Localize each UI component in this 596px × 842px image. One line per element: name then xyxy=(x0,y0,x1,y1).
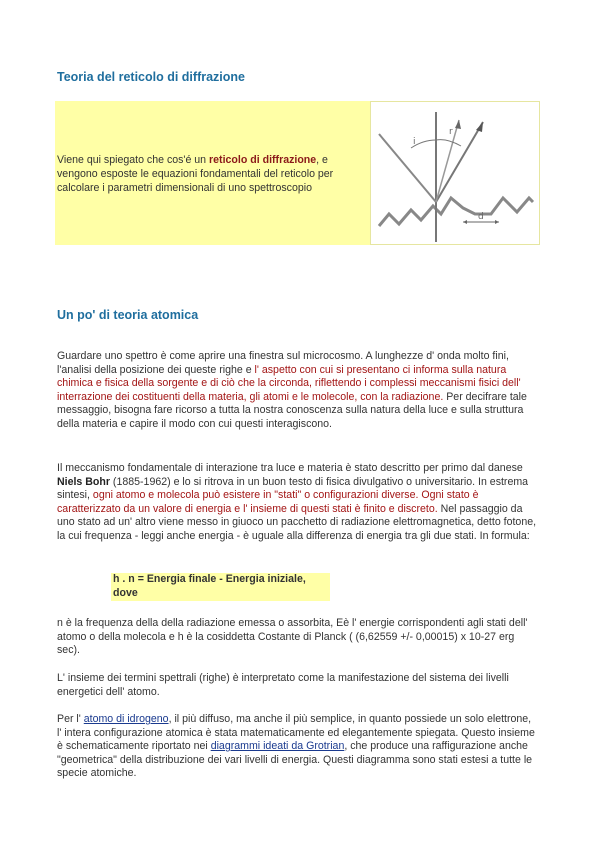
paragraph-spectrum: Guardare uno spettro è come aprire una finestra sul microcosmo. A lunghezze d' onda molto fini, l'analisi della posizione dei queste righe e l' aspetto con cui si presentano ci informa sulla natura chimica e fisica della sorgente e di ciò che la circonda, riflettendo i complessi meccanismi fisici dell' interrazione dei costituenti della materia, gli atomi e le molecole, con la radiazione. Per decifrare tale messaggio, bisogna fare ricorso a tutta la nostra conoscenza sulla natura della luce e sulla struttura della materia e capire il modo con cui questi interagiscono. xyxy=(57,350,527,430)
paragraph-frequency: n è la frequenza della della radiazione emessa o assorbita, Eè l' energie corrispondenti agli stati dell' atomo o della molecola e h è la cosiddetta Costante di Planck ( (6,62559 +/- 0,00015) x 10-27 erg sec). xyxy=(57,617,528,656)
diffracted-ray xyxy=(436,122,483,202)
grating-diagram xyxy=(370,101,540,245)
formula-box: h . n = Energia finale - Energia iniziale, dove xyxy=(111,573,330,601)
bohr-name: Niels Bohr xyxy=(57,475,110,488)
grating-profile xyxy=(379,198,533,226)
link-grotrian-diagrams[interactable]: diagrammi ideati da Grotrian xyxy=(210,740,345,752)
angle-arc-r xyxy=(436,140,461,146)
grating-term: reticolo di diffrazione xyxy=(209,154,317,166)
paragraph-hydrogen: Per l' atomo di idrogeno, il più diffuso, ma anche il più semplice, in quanto possiede un solo elettrone, l' intera configurazione atomica è stata matematicamente ed elegantemente spiegata. Questo insieme è schematicamente riportato nei diagrammi ideati da Grotrian, che produce una raffigurazione anche "geometrica" della distribuzione dei vari livelli di energia. Questi diagramma sono stati estesi a tutte le specie atomiche. xyxy=(57,713,535,779)
section-title-atomic: Un po' di teoria atomica xyxy=(57,308,199,322)
link-hydrogen-atom[interactable]: atomo di idrogeno xyxy=(83,713,169,725)
label-i: i xyxy=(413,137,416,147)
pitch-arrow-left xyxy=(463,220,467,224)
paragraph-bohr: Il meccanismo fondamentale di interazione tra luce e materia è stato descritto per primo dal danese Niels Bohr (1885-1962) e lo si ritrova in un buon testo di fisica divulgativo o universitario. In estrema sintesi, ogni atomo e molecola può esistere in "stati" o configurazioni diverse. Ogni stato è caratterizzato da un valore di energia e l' insieme di questi stati è finito e discreto. Nel passaggio da uno stato ad un' altro viene messo in giuoco un pacchetto di radiazione elettromagnetica, detto fotone, la cui frequenza - leggi anche energia - è uguale alla differenza di energia tra gli due stati. In formula: xyxy=(57,462,537,542)
pitch-arrow-right xyxy=(495,220,499,224)
reflected-ray xyxy=(436,120,459,202)
intro-highlight-box xyxy=(55,101,370,245)
section-title-grating: Teoria del reticolo di diffrazione xyxy=(57,70,245,84)
label-r: r xyxy=(449,127,453,137)
intro-text: Viene qui spiegato che cos'é un reticolo di diffrazione, e vengono esposte le equazioni fondamentali del reticolo per calcolare i parametri dimensionali di uno spettroscopio xyxy=(57,154,334,194)
label-d: d xyxy=(478,212,484,222)
paragraph-spectral-terms: L' insieme dei termini spettrali (righe) è interpretato come la manifestazione del sistema dei livelli energetici dell' atomo. xyxy=(57,672,509,698)
incident-ray xyxy=(379,134,436,202)
grating-diagram-svg xyxy=(371,102,541,246)
